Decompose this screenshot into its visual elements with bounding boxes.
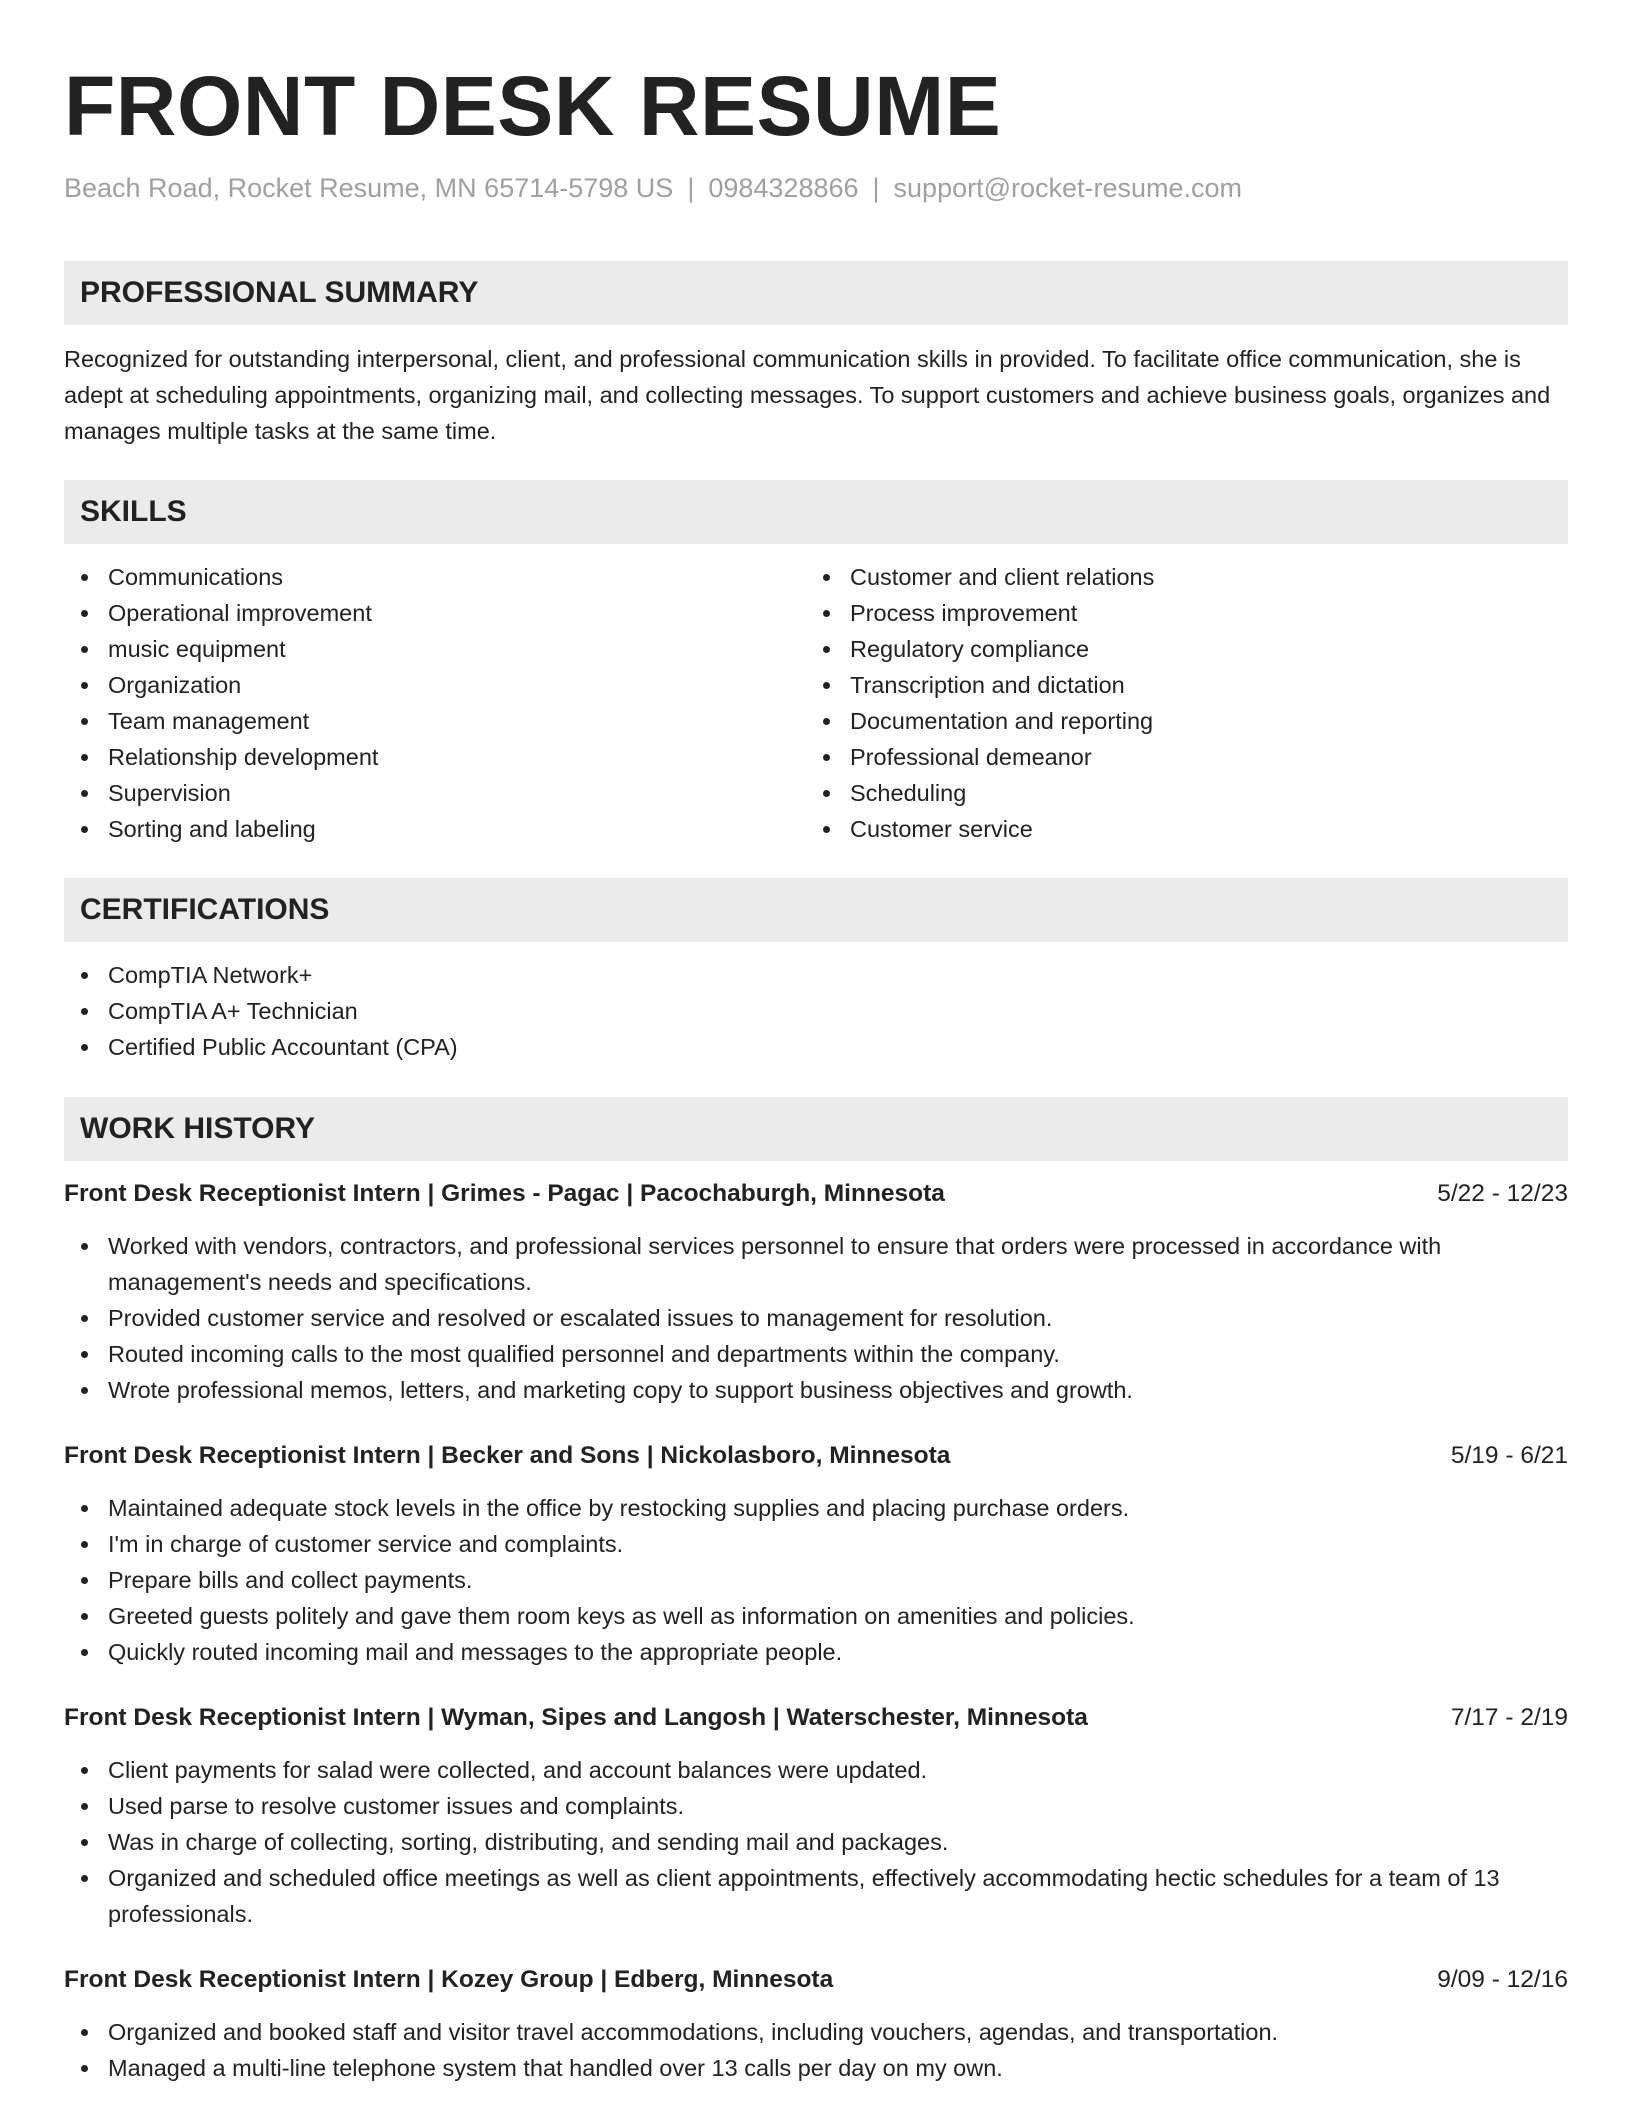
job-header	[64, 1700, 1568, 1736]
job-bullet: Worked with vendors, contractors, and professional services personnel to ensure that orders were processed in accordance with management's needs and specifications.	[64, 1228, 1568, 1300]
job-bullet: Greeted guests politely and gave them room keys as well as information on amenities and policies.	[64, 1598, 1568, 1634]
skill-item: Sorting and labeling	[64, 811, 806, 847]
work-history-heading: WORK HISTORY	[64, 1097, 1568, 1161]
job-entry	[64, 1962, 1568, 2086]
certifications-heading: CERTIFICATIONS	[64, 878, 1568, 942]
job-bullet: Wrote professional memos, letters, and marketing copy to support business objectives and growth.	[64, 1372, 1568, 1408]
skill-item: Scheduling	[806, 775, 1548, 811]
contact-line	[64, 170, 1568, 206]
skill-item: Team management	[64, 703, 806, 739]
skill-item: Organization	[64, 667, 806, 703]
job-dates: 7/17 - 2/19	[1450, 1704, 1568, 1731]
skills-heading: SKILLS	[64, 480, 1568, 544]
skills-left-list	[64, 559, 806, 847]
job-bullet: Organized and scheduled office meetings as well as client appointments, effectively accommodating hectic schedules for a team of 13 professionals.	[64, 1860, 1568, 1932]
job-dates: 5/19 - 6/21	[1450, 1442, 1568, 1469]
resume-page	[64, 0, 1568, 2086]
skill-item: Regulatory compliance	[806, 631, 1548, 667]
job-bullet: Client payments for salad were collected, and account balances were updated.	[64, 1752, 1568, 1788]
skill-item: Relationship development	[64, 739, 806, 775]
job-bullets	[64, 2014, 1568, 2086]
job-bullets	[64, 1490, 1568, 1670]
job-bullet: Provided customer service and resolved or escalated issues to management for resolution.	[64, 1300, 1568, 1336]
job-bullets	[64, 1752, 1568, 1932]
job-title: Front Desk Receptionist Intern | Kozey Group | Edberg, Minnesota	[64, 1966, 834, 1993]
job-entry	[64, 1176, 1568, 1408]
job-bullet: Organized and booked staff and visitor travel accommodations, including vouchers, agendas, and transportation.	[64, 2014, 1568, 2050]
job-bullet: Prepare bills and collect payments.	[64, 1562, 1568, 1598]
skill-item: music equipment	[64, 631, 806, 667]
summary-heading: PROFESSIONAL SUMMARY	[64, 261, 1568, 325]
contact-address: Beach Road, Rocket Resume, MN 65714-5798 US	[64, 173, 674, 203]
job-title: Front Desk Receptionist Intern | Grimes - Pagac | Pacochaburgh, Minnesota	[64, 1180, 945, 1207]
skill-item: Process improvement	[806, 595, 1548, 631]
skill-item: Professional demeanor	[806, 739, 1548, 775]
job-bullet: I'm in charge of customer service and complaints.	[64, 1526, 1568, 1562]
job-bullets	[64, 1228, 1568, 1408]
skill-item: Supervision	[64, 775, 806, 811]
contact-separator: |	[687, 173, 695, 203]
job-header	[64, 1176, 1568, 1212]
job-entry	[64, 1700, 1568, 1932]
skill-item: Communications	[64, 559, 806, 595]
skills-grid	[64, 559, 1568, 847]
job-bullet: Quickly routed incoming mail and messages to the appropriate people.	[64, 1634, 1568, 1670]
job-bullet: Routed incoming calls to the most qualified personnel and departments within the company.	[64, 1336, 1568, 1372]
certification-item: CompTIA A+ Technician	[64, 993, 1568, 1029]
certifications-list	[64, 957, 1568, 1065]
contact-email: support@rocket-resume.com	[893, 173, 1243, 203]
skills-right-list	[806, 559, 1548, 847]
contact-phone: 0984328866	[708, 173, 859, 203]
skill-item: Transcription and dictation	[806, 667, 1548, 703]
skill-item: Operational improvement	[64, 595, 806, 631]
job-bullet: Used parse to resolve customer issues and complaints.	[64, 1788, 1568, 1824]
job-dates: 9/09 - 12/16	[1437, 1966, 1568, 1993]
skill-item: Customer service	[806, 811, 1548, 847]
job-bullet: Was in charge of collecting, sorting, distributing, and sending mail and packages.	[64, 1824, 1568, 1860]
skill-item: Customer and client relations	[806, 559, 1548, 595]
job-bullet: Managed a multi-line telephone system that handled over 13 calls per day on my own.	[64, 2050, 1568, 2086]
job-entry	[64, 1438, 1568, 1670]
job-header	[64, 1438, 1568, 1474]
job-bullet: Maintained adequate stock levels in the office by restocking supplies and placing purchase orders.	[64, 1490, 1568, 1526]
job-dates: 5/22 - 12/23	[1437, 1180, 1568, 1207]
certification-item: Certified Public Accountant (CPA)	[64, 1029, 1568, 1065]
summary-text: Recognized for outstanding interpersonal, client, and professional communication skills in provided. To facilitate office communication, she is adept at scheduling appointments, organizing mail, and collecting messages. To support customers and achieve business goals, organizes and manages multiple tasks at the same time.	[64, 346, 1551, 444]
job-title: Front Desk Receptionist Intern | Wyman, Sipes and Langosh | Waterschester, Minnesota	[64, 1704, 1088, 1731]
contact-separator: |	[872, 173, 880, 203]
skill-item: Documentation and reporting	[806, 703, 1548, 739]
job-header	[64, 1962, 1568, 1998]
job-title: Front Desk Receptionist Intern | Becker and Sons | Nickolasboro, Minnesota	[64, 1442, 951, 1469]
certification-item: CompTIA Network+	[64, 957, 1568, 993]
resume-title: FRONT DESK RESUME	[64, 59, 1002, 153]
